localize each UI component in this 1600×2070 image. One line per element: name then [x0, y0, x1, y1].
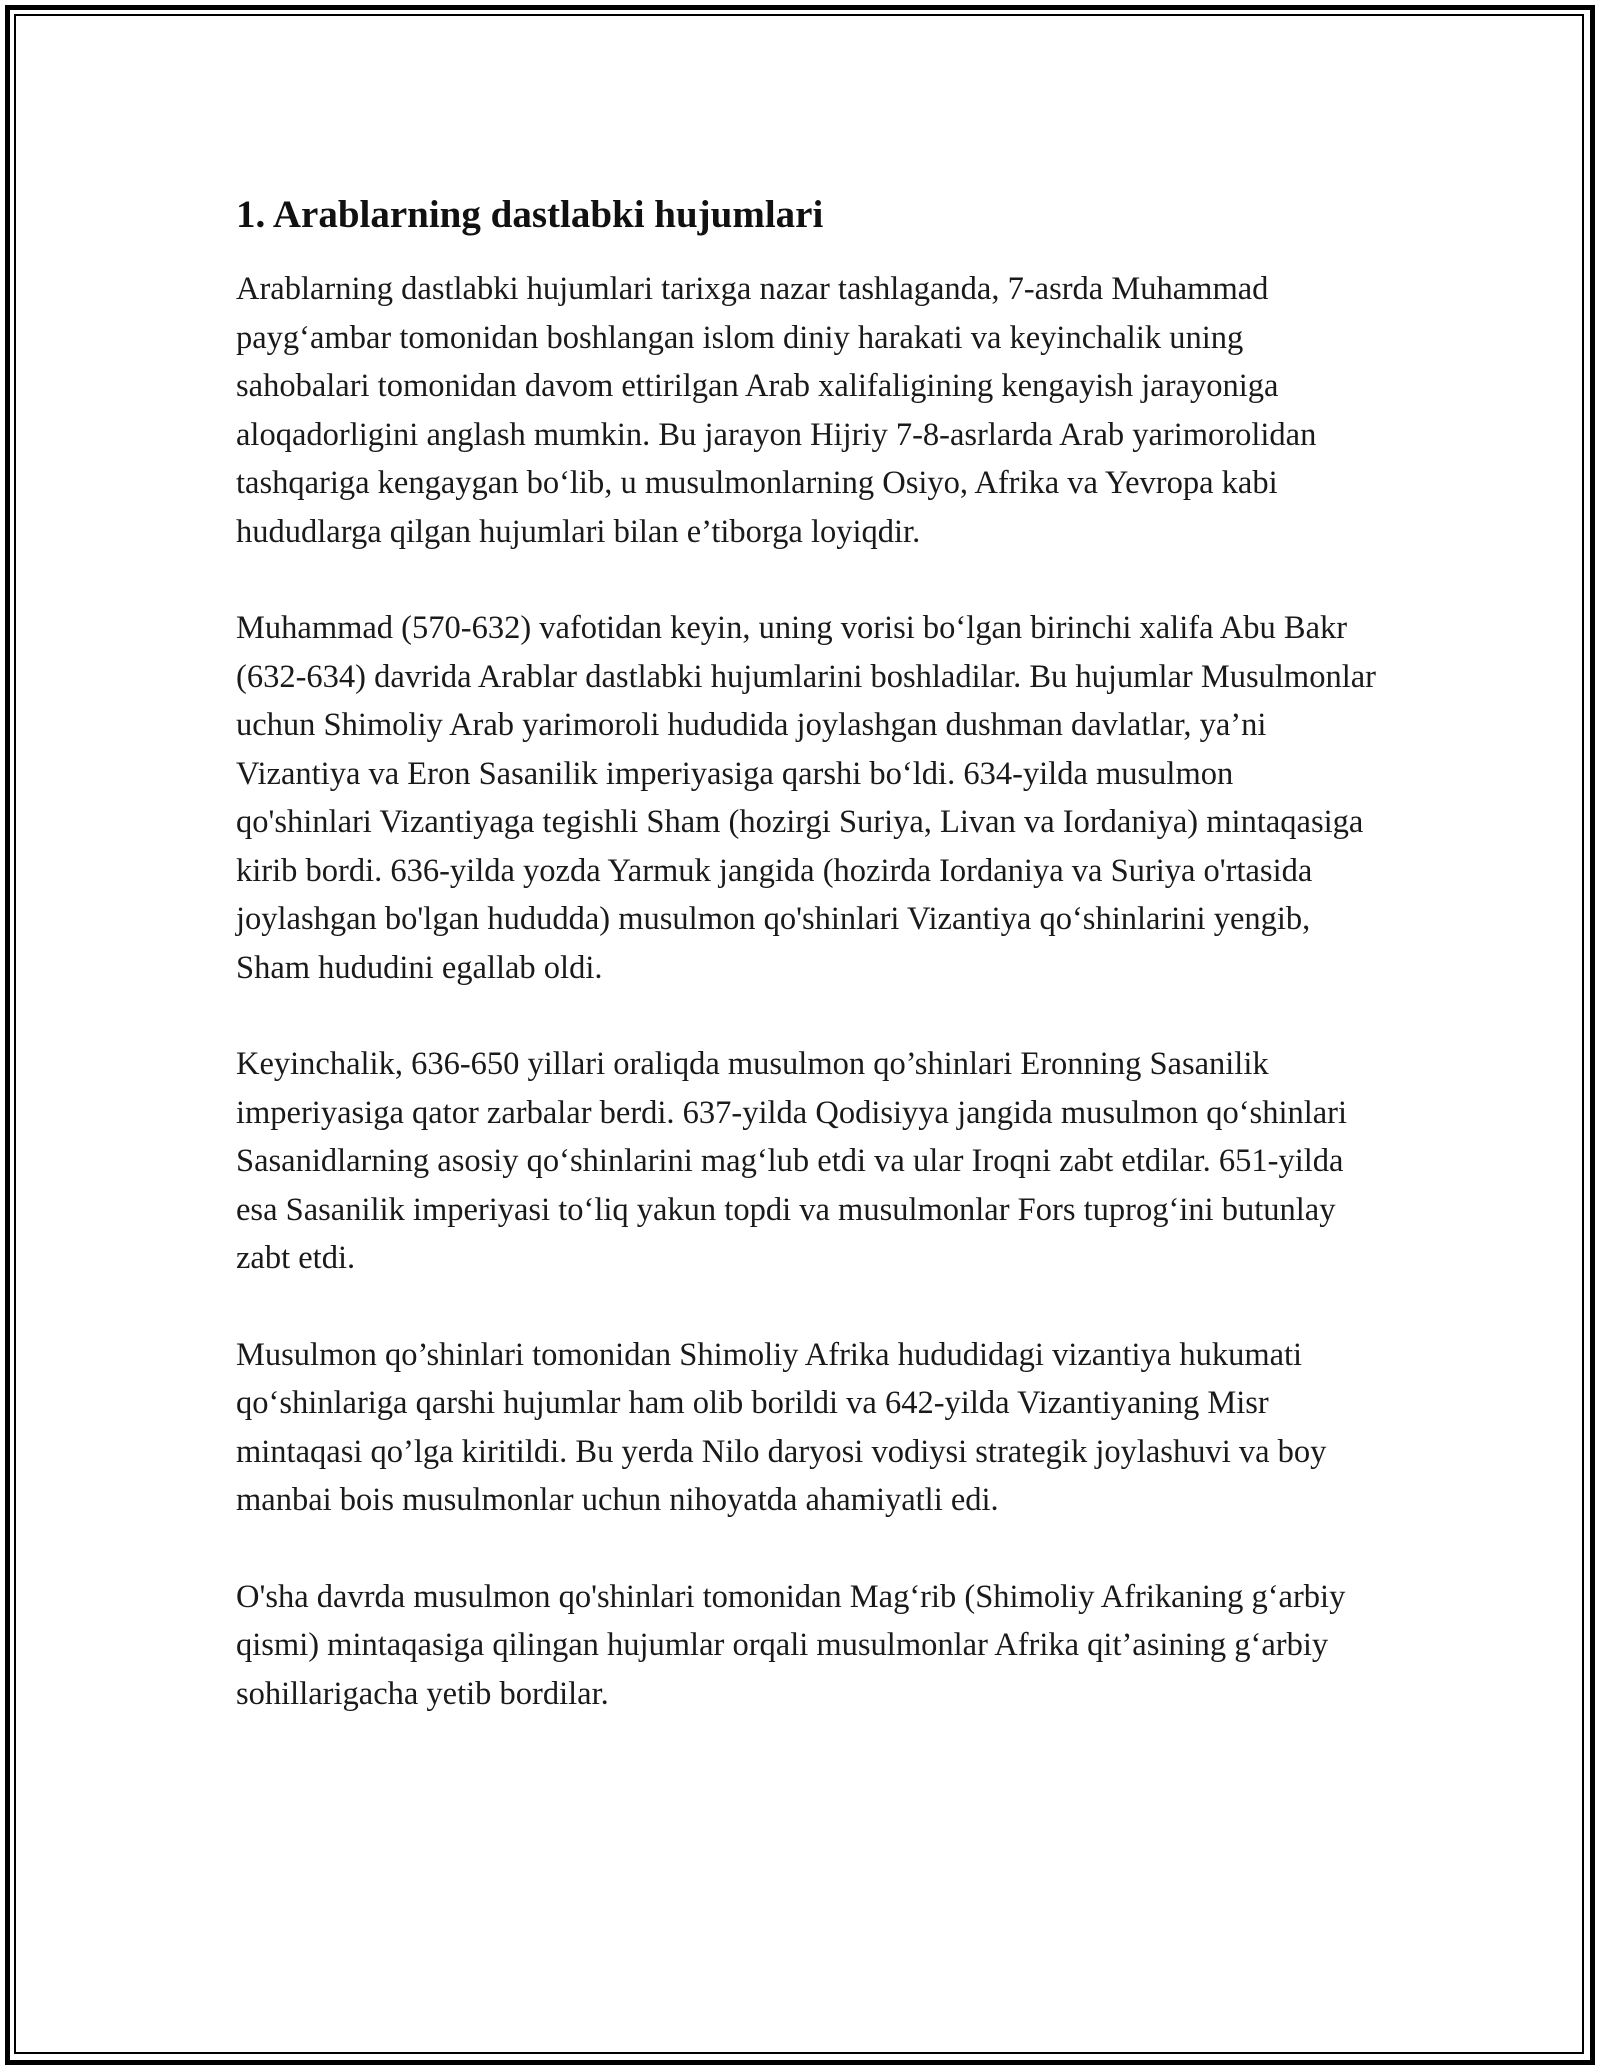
paragraph-early-campaigns: Muhammad (570-632) vafotidan keyin, uning vorisi bo‘lgan birinchi xalifa Abu Bakr (632-634) davrida Arablar dastlabki hujumlarini boshladilar. Bu hujumlar Musulmonlar uchun Shimoliy Arab yarimoroli hududida joylashgan dushman davlatlar, ya’ni Vizantiya va Eron Sasanilik imperiyasiga qarshi bo‘ldi. 634-yilda musulmon qo'shinlari Vizantiyaga tegishli Sham (hozirgi Suriya, Livan va Iordaniya) mintaqasiga kirib bordi. 636-yilda yozda Yarmuk jangida (hozirda Iordaniya va Suriya o'rtasida joylashgan bo'lgan hududda) musulmon qo'shinlari Vizantiya qo‘shinlarini yengib, Sham hududini egallab oldi.	[236, 610, 1376, 986]
paragraph-egypt-campaign: Musulmon qo’shinlari tomonidan Shimoliy Afrika hududidagi vizantiya hukumati qo‘shinlariga qarshi hujumlar ham olib borildi va 642-yilda Vizantiyaning Misr mintaqasi qo’lga kiritildi. Bu yerda Nilo daryosi vodiysi strategik joylashuvi va boy manbai bois musulmonlar uchun nihoyatda ahamiyatli edi.	[236, 1336, 1327, 1518]
paragraph-maghreb-campaign: O'sha davrda musulmon qo'shinlari tomonidan Mag‘rib (Shimoliy Afrikaning g‘arbiy qismi) mintaqasiga qilingan hujumlar orqali musulmonlar Afrika qit’asining g‘arbiy sohillarigacha yetib bordilar.	[236, 1578, 1346, 1712]
document-body	[236, 190, 1376, 1766]
section-heading: 1. Arablarning dastlabki hujumlari	[236, 193, 824, 236]
paragraph-intro: Arablarning dastlabki hujumlari tarixga nazar tashlaganda, 7-asrda Muhammad payg‘ambar tomonidan boshlangan islom diniy harakati va keyinchalik uning sahobalari tomonidan davom ettirilgan Arab xalifaligining kengayish jarayoniga aloqadorligini anglash mumkin. Bu jarayon Hijriy 7-8-asrlarda Arab yarimorolidan tashqariga kengaygan bo‘lib, u musulmonlarning Osiyo, Afrika va Yevropa kabi hududlarga qilgan hujumlari bilan e’tiborga loyiqdir.	[236, 271, 1317, 550]
paragraph-sasanian-campaign: Keyinchalik, 636-650 yillari oraliqda musulmon qo’shinlari Eronning Sasanilik imperiyasiga qator zarbalar berdi. 637-yilda Qodisiyya jangida musulmon qo‘shinlari Sasanidlarning asosiy qo‘shinlarini mag‘lub etdi va ular Iroqni zabt etdilar. 651-yilda esa Sasanilik imperiyasi to‘liq yakun topdi va musulmonlar Fors tuprog‘ini butunlay zabt etdi.	[236, 1046, 1348, 1276]
